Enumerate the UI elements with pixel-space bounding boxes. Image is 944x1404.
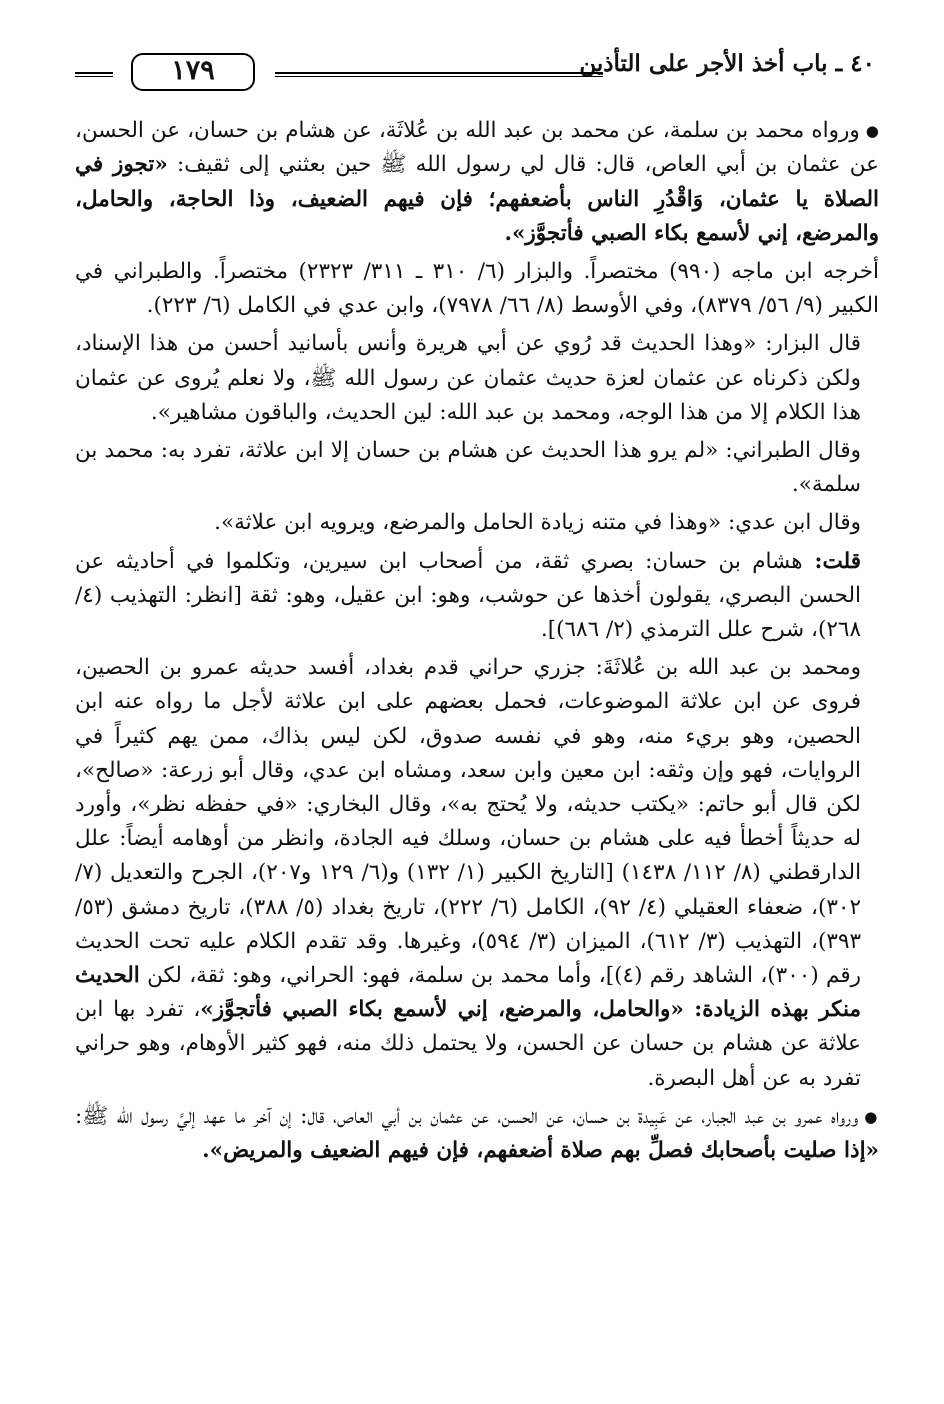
bold-text: الحديث منكر بهذه الزيادة: «والحامل، والمرضع، إني لأسمع بكاء الصبي فأتجوَّز» (75, 962, 861, 1023)
paragraph (75, 1100, 879, 1169)
text: قال البزار: «وهذا الحديث قد رُوي عن أبي هريرة وأنس بأسانيد أحسن من هذا الإسناد، ولكن ذكرناه عن عثمان لعزة حديث عثمان عن رسول الله ﷺ، ولا نعلم يُروى عن عثمان هذا الكلام إلا من هذا الوجه، ومحمد بن عبد الله: لين الحديث، والباقون مشاهير». (75, 331, 861, 425)
page-number-badge (115, 53, 271, 91)
header-rule (275, 72, 603, 77)
text: وقال ابن عدي: «وهذا في متنه زيادة الحامل والمرضع، ويرويه ابن علاثة». (214, 510, 861, 536)
paragraph (75, 651, 879, 1096)
text: أخرجه ابن ماجه (٩٩٠) مختصراً. والبزار (٦/ ٣١٠ ـ ٣١١/ ٢٣٢٣) مختصراً. والطبراني في الكبير (٩/ ٥٦/ ٨٣٧٩)، وفي الأوسط (٨/ ٦٦/ ٧٩٧٨)، وابن عدي في الكامل (٦/ ٢٢٣). (75, 258, 880, 319)
paragraph (75, 506, 879, 540)
text: ، تفرد بها ابن علاثة عن هشام بن حسان عن الحسن، ولا يحتمل ذلك منه، فهو كثير الأوهام، وهو حراني تفرد به عن أهل البصرة. (75, 997, 861, 1091)
paragraph (75, 327, 879, 430)
text: ورواه عمرو بن عبد الجبار، عن عَبِيدة بن حسان، عن الحسن، عن عثمان بن أبي العاص، قال: إن آخر ما عهد إليَّ رسول الله ﷺ: (75, 1103, 859, 1129)
paragraph (75, 545, 879, 648)
paragraph (75, 255, 879, 323)
bullet-icon: ● (865, 122, 879, 140)
chapter-title: ٤٠ ـ باب أخذ الأجر على التأذين (579, 50, 875, 77)
page-body (75, 114, 879, 1172)
text: ورواه محمد بن سلمة، عن محمد بن عبد الله بن عُلاثَة، عن هشام بن حسان، عن الحسن، عن عثمان بن أبي العاص، قال: قال لي رسول الله ﷺ حين بعثني إلى ثقيف: (75, 118, 879, 178)
header-rule-left (75, 72, 113, 77)
text: هشام بن حسان: بصري ثقة، من أصحاب ابن سيرين، وتكلموا في أحاديثه عن الحسن البصري، يقولون أخذها عن حوشب، وهو: ابن عقيل، وهو: ثقة [انظر: التهذيب (٤/ ٢٦٨)، شرح علل الترمذي (٢/ ٦٨٦)]. (75, 548, 861, 642)
paragraph (75, 434, 879, 502)
bullet-icon: ● (864, 1107, 879, 1126)
page-header (75, 50, 875, 100)
page-number: ١٧٩ (171, 55, 215, 86)
bold-text: «إذا صليت بأصحابك فصلِّ بهم صلاة أضعفهم، فإن فيهم الضعيف والمريض». (202, 1138, 879, 1164)
text: ومحمد بن عبد الله بن عُلاثَةَ: جزري حراني قدم بغداد، أفسد حديثه عمرو بن الحصين، فروى عن ابن علاثة الموضوعات، فحمل بعضهم على ابن علاثة لأجل ما رواه عنه ابن الحصين، وهو بريء منه، وهو في نفسه صدوق، لكن ليس بذاك، ممن يهم كثيراً في الروايات، فهو وإن وثقه: ابن معين وابن سعد، ومشاه ابن عدي، وقال أبو زرعة: «صالح»، لكن قال أبو حاتم: «يكتب حديثه، ولا يُحتج به»، وقال البخاري: «في حفظه نظر»، وأورد له حديثاً أخطأ فيه على هشام بن حسان، وسلك فيه الجادة، وانظر من أوهامه أيضاً: علل الدارقطني (٨/ ١١٢/ ١٤٣٨) [التاريخ الكبير (١/ ١٣٢) و(٦/ ١٢٩ و٢٠٧)، الجرح والتعديل (٧/ ٣٠٢)، ضعفاء العقيلي (٤/ ٩٢)، الكامل (٦/ ٢٢٢)، تاريخ بغداد (٥/ ٣٨٨)، تاريخ دمشق (٥٣/ ٣٩٣)، التهذيب (٣/ ٦١٢)، الميزان (٣/ ٥٩٤)، وغيرها. وقد تقدم الكلام عليه تحت الحديث رقم (٣٠٠)، الشاهد رقم (٤)]، وأما محمد بن سلمة، فهو: الحراني، وهو: ثقة، لكن (75, 655, 862, 988)
bold-text: «تجوز في الصلاة يا عثمان، وَاقْدُرِ الناس بأضعفهم؛ فإن فيهم الضعيف، وذا الحاجة، والحامل، والمرضع، إني لأسمع بكاء الصبي فأتجوَّز». (75, 152, 879, 246)
bold-text: قلت: (802, 548, 861, 574)
paragraph (75, 114, 879, 251)
text: وقال الطبراني: «لم يرو هذا الحديث عن هشام بن حسان إلا ابن علاثة، تفرد به: محمد بن سلمة». (75, 437, 861, 498)
